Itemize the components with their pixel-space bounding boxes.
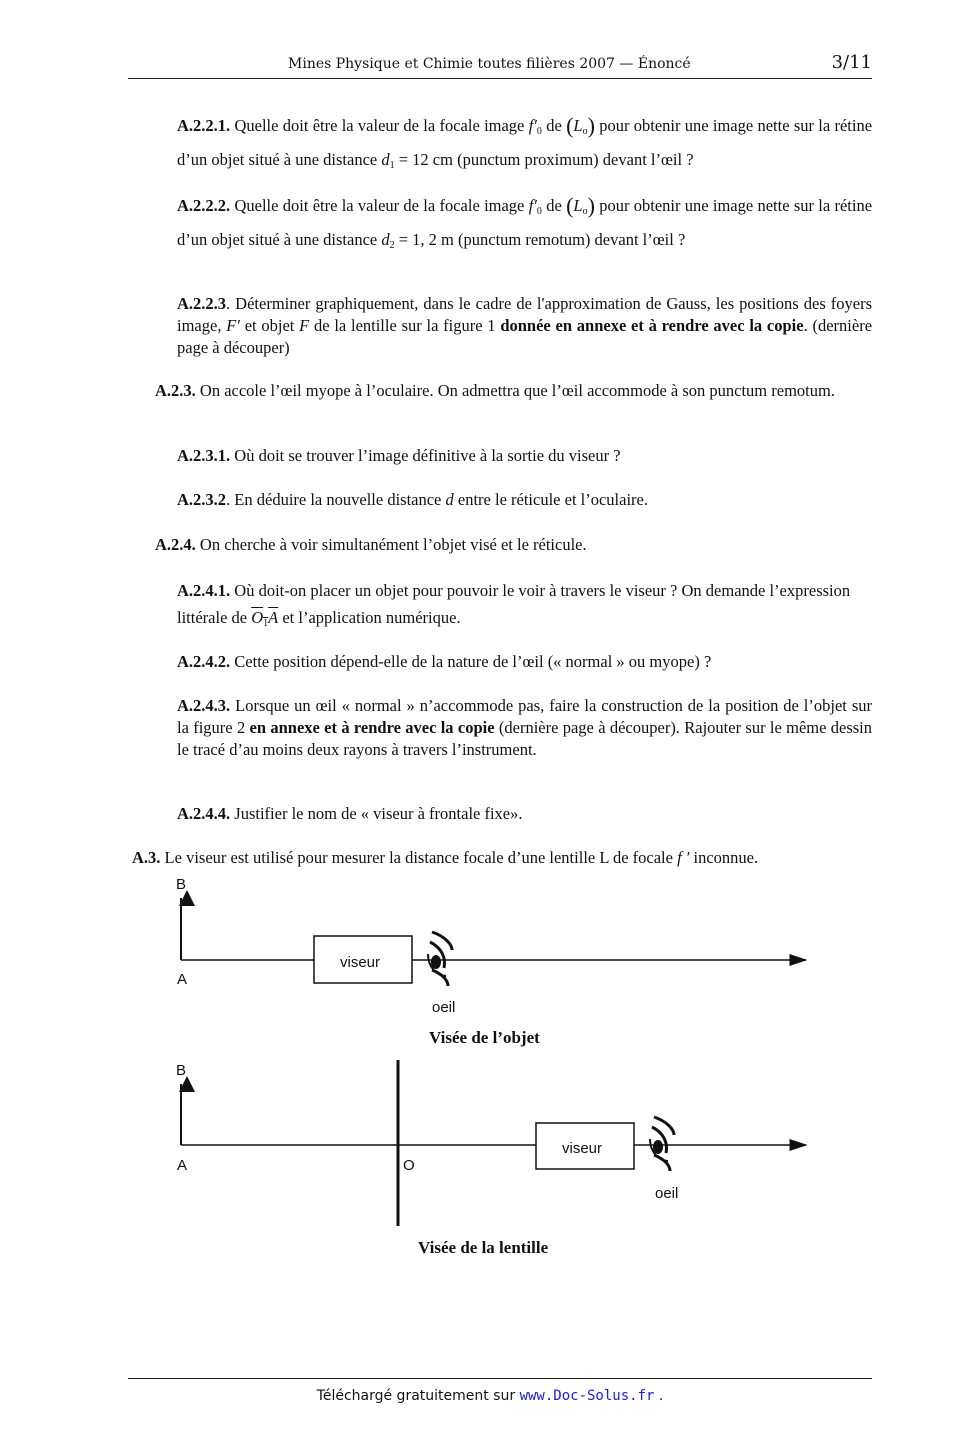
math-d2: $d_2$ <box>381 230 395 251</box>
question-label: A.2.2.2. <box>177 196 231 215</box>
point-b-label: B <box>176 876 187 893</box>
question-label: A.3. <box>132 848 161 867</box>
figure-visee-objet <box>176 876 806 1016</box>
point-o-label: O <box>403 1157 415 1174</box>
math-lo: $L_o$ <box>573 116 588 137</box>
question-a232: A.2.3.2. En déduire la nouvelle distance d entre le réticule et l’oculaire. <box>177 490 648 509</box>
point-b-label: B <box>176 1062 187 1079</box>
header-title: Mines Physique et Chimie toutes filières 2007 — Énoncé <box>288 56 691 72</box>
question-a221: A.2.2.1. Quelle doit être la valeur de la focale image $f'_0$ de $(L_o)$ pour obtenir une image nette sur la rétine d’un objet situé à une distance $d_1 = 12$ cm (punctum proximum) devant l’œil ? <box>177 113 873 171</box>
page-footer: Téléchargé gratuitement sur www.Doc-Solus.fr . <box>316 1388 664 1404</box>
eye-icon <box>650 1117 674 1171</box>
page-number: 3/11 <box>831 52 872 73</box>
question-label: A.2.2.3 <box>177 294 227 313</box>
point-a-label: A <box>177 1157 188 1174</box>
question-label: A.2.3.1. <box>177 446 231 465</box>
math-d1: $d_1$ <box>381 150 395 171</box>
question-label: A.2.3.2 <box>177 490 227 509</box>
math-o1a: $O_1A$ <box>251 608 279 629</box>
question-a222: A.2.2.2. Quelle doit être la valeur de la focale image $f'_0$ de $(L_o)$ pour obtenir une image nette sur la rétine d’un objet situé à une distance $d_2 = 1$, 2 m (punctum remotum) devant l’œil ? <box>177 193 873 251</box>
eye-label: oeil <box>655 1185 679 1202</box>
point-a-label: A <box>177 971 188 988</box>
viseur-label: viseur <box>562 1140 603 1157</box>
question-label: A.2.4. <box>155 535 196 554</box>
question-a223: A.2.2.3. Déterminer graphiquement, dans le cadre de l'approximation de Gauss, les positions des foyers image, F′ et objet F de la lentille sur la figure 1 donnée en annexe et à rendre avec la copie. (dernière page à découper) <box>177 294 873 357</box>
footer-link[interactable]: www.Doc-Solus.fr <box>519 1388 655 1404</box>
figure-visee-lentille <box>176 1060 806 1226</box>
figure-caption-objet: Visée de l’objet <box>429 1028 540 1047</box>
question-a23: A.2.3. On accole l’œil myope à l’oculaire. On admettra que l’œil accommode à son punctum remotum. <box>155 381 835 400</box>
question-a243: A.2.4.3. Lorsque un œil « normal » n’accommode pas, faire la construction de la position de l’objet sur la figure 2 en annexe et à rendre avec la copie (dernière page à découper). Rajouter sur le même dessin le tracé d’au moins deux rayons à travers l’instrument. <box>177 696 872 759</box>
question-label: A.2.4.4. <box>177 804 231 823</box>
question-label: A.2.4.2. <box>177 652 231 671</box>
question-label: A.2.4.3. <box>177 696 231 715</box>
math-lo: $L_o$ <box>573 196 588 217</box>
question-label: A.2.2.1. <box>177 116 231 135</box>
question-a231: A.2.3.1. Où doit se trouver l’image définitive à la sortie du viseur ? <box>177 446 621 465</box>
question-label: A.2.4.1. <box>177 581 231 600</box>
math-f0: $f'_0$ <box>528 196 542 217</box>
question-label: A.2.3. <box>155 381 196 400</box>
eye-icon <box>428 932 452 986</box>
question-a242: A.2.4.2. Cette position dépend-elle de la nature de l’œil (« normal » ou myope) ? <box>177 652 712 671</box>
question-a241: A.2.4.1. Où doit-on placer un objet pour pouvoir le voir à travers le viseur ? On demande l’expression littérale de $O_1A$ et l’application numérique. <box>177 581 851 629</box>
math-f0: $f'_0$ <box>528 116 542 137</box>
question-a24: A.2.4. On cherche à voir simultanément l’objet visé et le réticule. <box>155 535 587 554</box>
question-a244: A.2.4.4. Justifier le nom de « viseur à frontale fixe». <box>177 804 523 823</box>
question-a3: A.3. Le viseur est utilisé pour mesurer la distance focale d’une lentille L de focale f ′ inconnue. <box>132 848 759 867</box>
viseur-label: viseur <box>340 954 381 971</box>
figure-caption-lentille: Visée de la lentille <box>418 1238 549 1257</box>
eye-label: oeil <box>432 999 456 1016</box>
footer-rule <box>128 1378 872 1379</box>
